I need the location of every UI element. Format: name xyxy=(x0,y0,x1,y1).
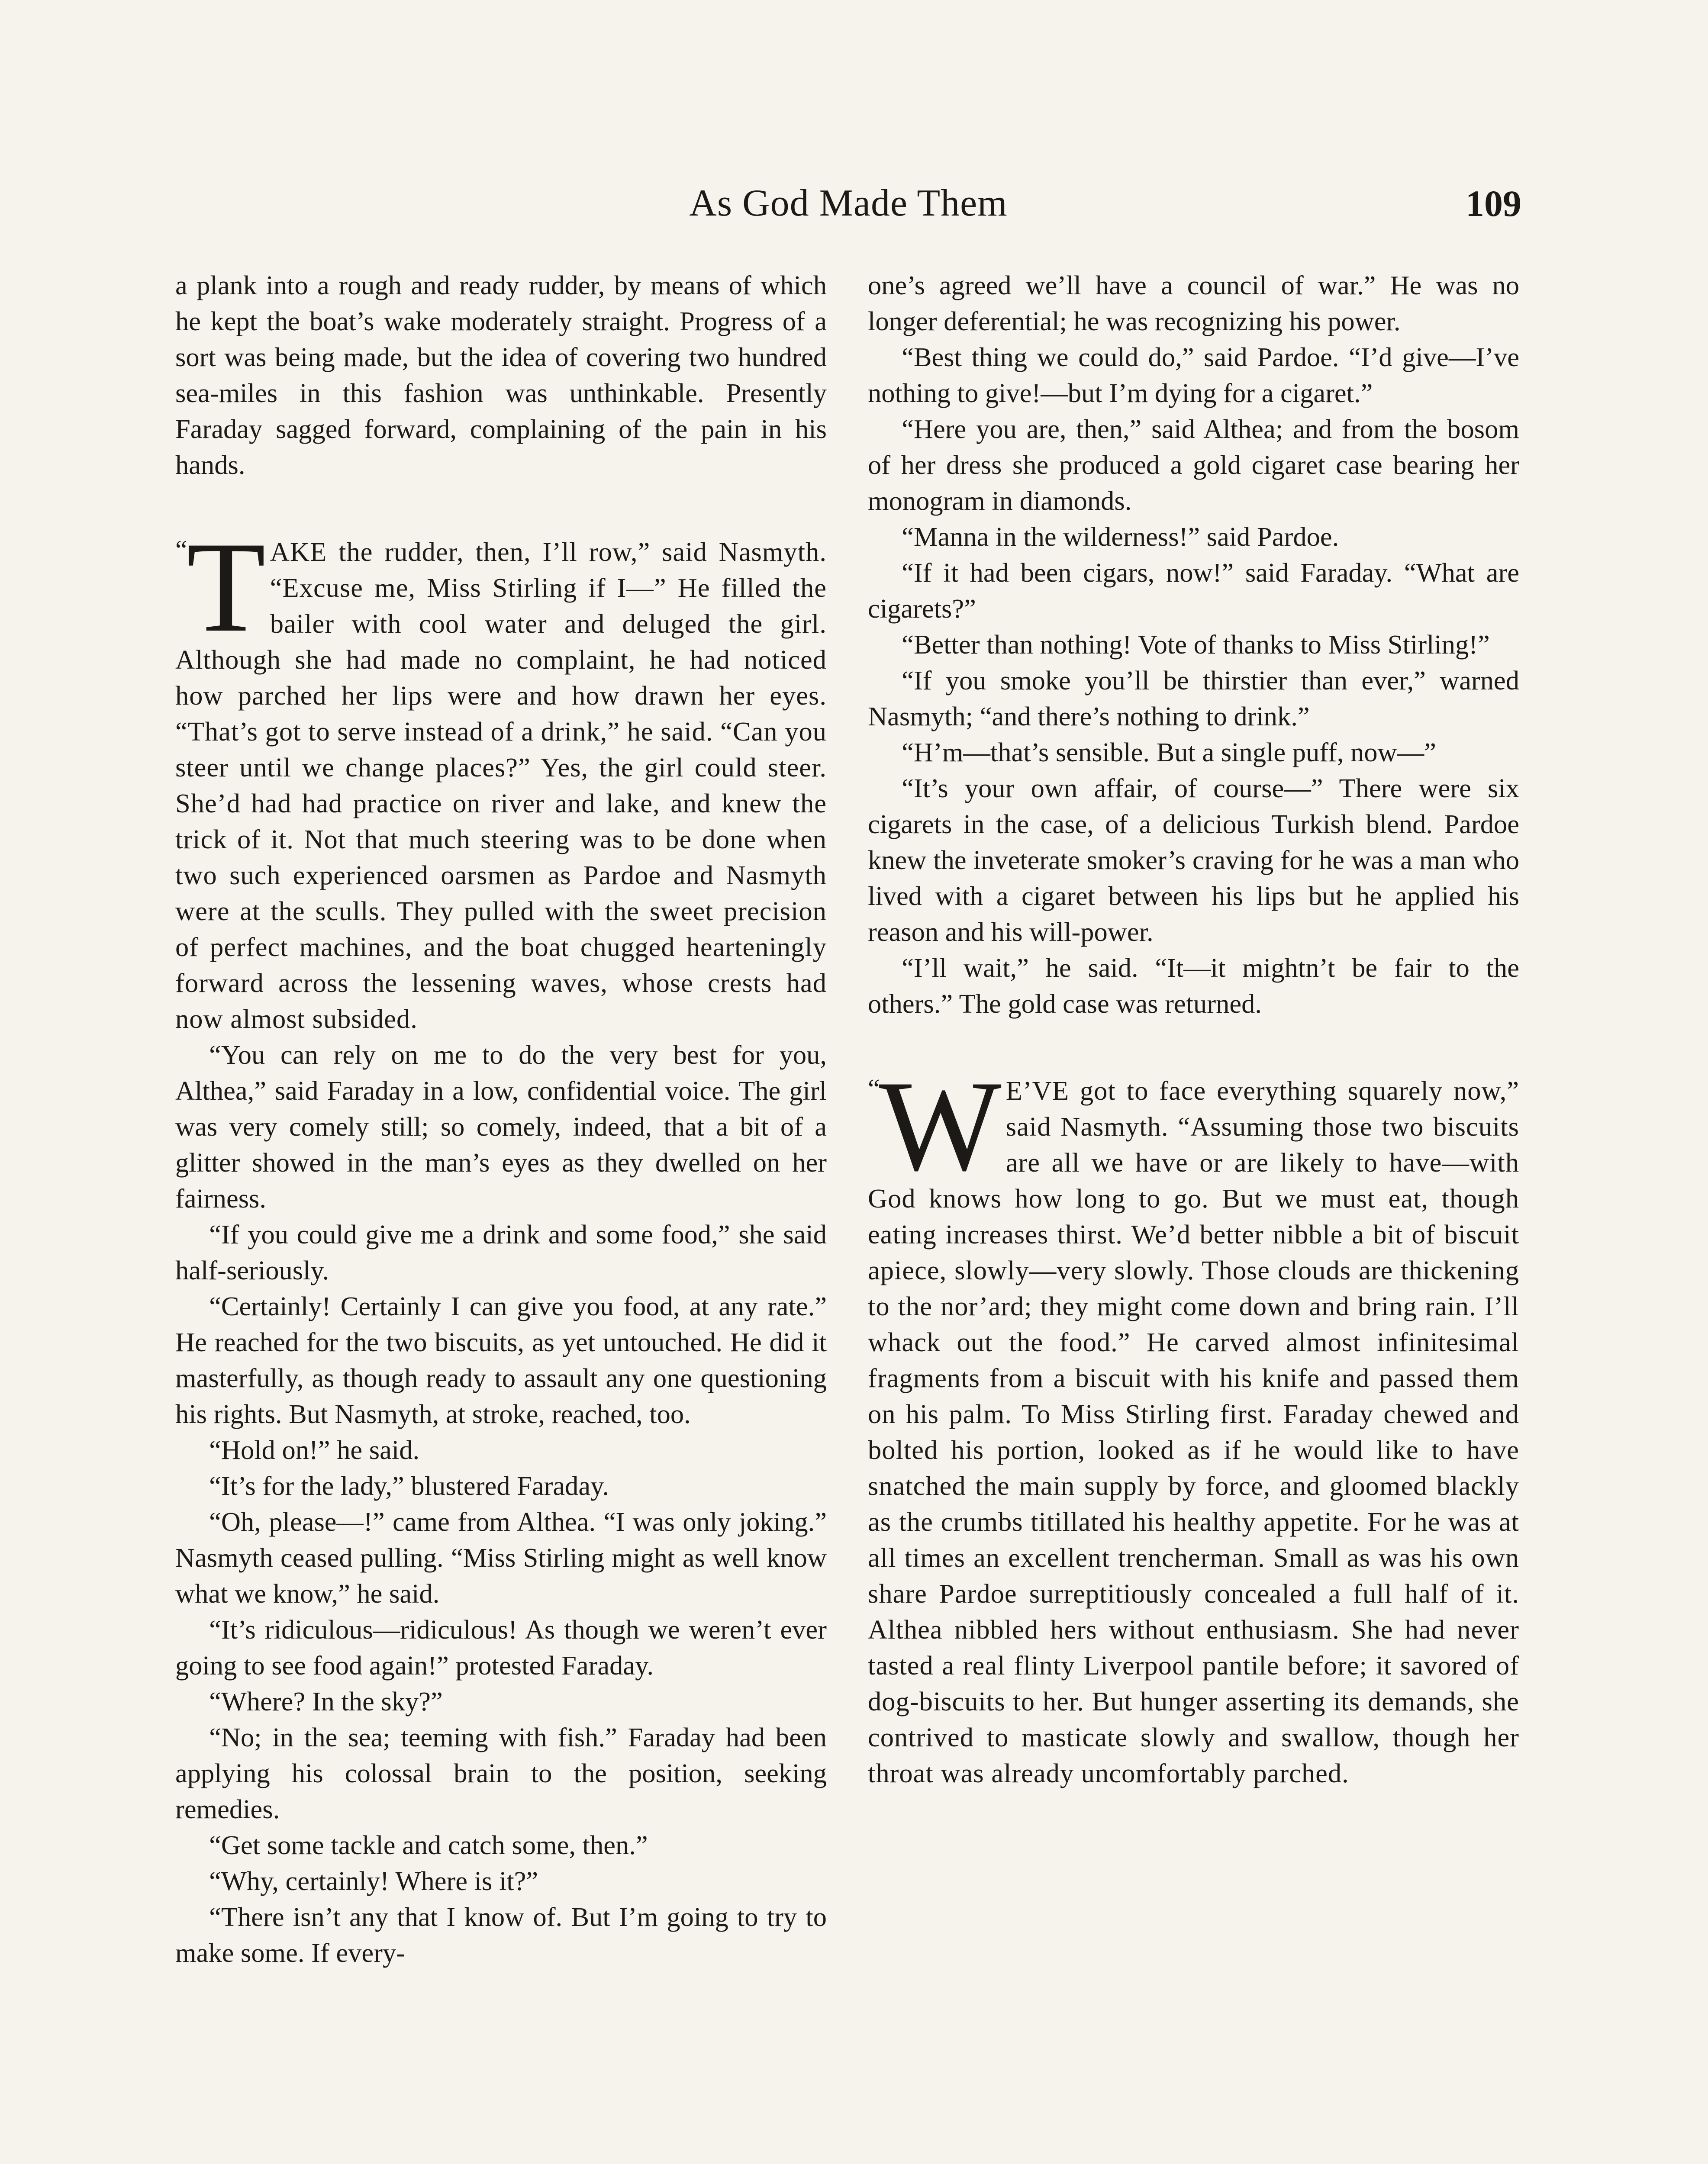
paragraph: “Best thing we could do,” said Pardoe. “I’d give—I’ve nothing to give!—but I’m dying for a cigaret.” xyxy=(868,342,1519,408)
drop-cap-block xyxy=(175,515,266,659)
paragraph: “It’s for the lady,” blustered Faraday. xyxy=(209,1471,609,1501)
paragraph: “Better than nothing! Vote of thanks to Miss Stirling!” xyxy=(902,629,1490,660)
paragraph: “It’s ridiculous—ridiculous! As though we weren’t ever going to see food again!” protested Faraday. xyxy=(175,1614,827,1681)
paragraph: “You can rely on me to do the very best for you, Althea,” said Faraday in a low, confidential voice. The girl was very comely still; so comely, indeed, that a bit of a glitter showed in the man’s eyes as they dwelled on her fairness. xyxy=(175,1040,827,1214)
paragraph: a plank into a rough and ready rudder, by means of which he kept the boat’s wake moderately straight. Progress of a sort was being made, but the idea of covering two hundred sea-miles in this fashion was unthinkable. Presently Faraday sagged forward, complaining of the pain in his hands. xyxy=(175,270,827,480)
paragraph: “It’s your own affair, of course—” There were six cigarets in the case, of a delicious Turkish blend. Pardoe knew the inveterate smoker’s craving for he was a man who lived with a cigaret between his lips but he applied his reason and his will-power. xyxy=(868,773,1519,947)
drop-cap-block xyxy=(868,1054,1002,1198)
paragraph: “Why, certainly! Where is it?” xyxy=(209,1866,538,1896)
running-head xyxy=(175,177,1521,229)
paragraph-text: AKE the rudder, then, I’ll row,” said Nasmyth. “Excuse me, Miss Stirling if I—” He filled the bailer with cool water and deluged the girl. Although she had made no complaint, he had noticed how parched her lips were and how drawn her eyes. “That’s got to serve instead of a drink,” he said. “Can you steer until we change places?” Yes, the girl could steer. She’d had had practice on river and lake, and knew the trick of it. Not that much steering was to be done when two such experienced oarsmen as Pardoe and Nasmyth were at the sculls. They pulled with the sweet precision of perfect machines, and the boat chugged hearteningly forward across the lessening waves, whose crests had now almost subsided. xyxy=(175,537,827,1034)
paragraph: “Manna in the wilderness!” said Pardoe. xyxy=(902,522,1339,552)
paragraph: “There isn’t any that I know of. But I’m going to try to make some. If every- xyxy=(175,1902,827,1968)
paragraph: “Where? In the sky?” xyxy=(209,1686,443,1716)
opening-quote: “ xyxy=(868,1074,880,1104)
drop-cap: W xyxy=(879,1054,1002,1198)
drop-cap: T xyxy=(186,515,266,659)
opening-quote: “ xyxy=(175,535,187,565)
paragraph-dropcap xyxy=(175,515,827,1037)
paragraph: “I’ll wait,” he said. “It—it mightn’t be fair to the others.” The gold case was returned. xyxy=(868,953,1519,1019)
paragraph: “Hold on!” he said. xyxy=(209,1435,420,1465)
paragraph: “Here you are, then,” said Althea; and from the bosom of her dress she produced a gold cigaret case bearing her monogram in diamonds. xyxy=(868,414,1519,516)
left-column xyxy=(175,267,827,1971)
paragraph: “Oh, please—!” came from Althea. “I was only joking.” Nasmyth ceased pulling. “Miss Stirling might as well know what we know,” he said. xyxy=(175,1507,827,1609)
paragraph-text: E’VE got to face everything squarely now,” said Nasmyth. “Assuming those two biscuits are all we have or are likely to have—with God knows how long to go. But we must eat, though eating increases thirst. We’d better nibble a bit of biscuit apiece, slowly—very slowly. Those clouds are thickening to the nor’ard; they might come down and bring rain. I’ll whack out the food.” He carved almost infinitesimal fragments from a biscuit with his knife and passed them on his palm. To Miss Stirling first. Faraday chewed and bolted his portion, looked as if he would like to have snatched the main supply by force, and gloomed blackly as the crumbs titillated his healthy appetite. For he was at all times an excellent trencherman. Small as was his own share Pardoe surreptitiously concealed a full half of it. Althea nibbled hers without enthusiasm. She had never tasted a real flinty Liverpool pantile before; it savored of dog-biscuits to her. But hunger asserting its demands, she contrived to masticate slowly and swallow, though her throat was already uncomfortably parched. xyxy=(868,1076,1519,1788)
paragraph: “No; in the sea; teeming with fish.” Faraday had been applying his colossal brain to the position, seeking remedies. xyxy=(175,1722,827,1824)
paragraph: “H’m—that’s sensible. But a single puff, now—” xyxy=(902,737,1436,767)
paragraph: “If you smoke you’ll be thirstier than ever,” warned Nasmyth; “and there’s nothing to drink.” xyxy=(868,665,1519,731)
paragraph: “If it had been cigars, now!” said Faraday. “What are cigarets?” xyxy=(868,557,1519,624)
paragraph: “Certainly! Certainly I can give you food, at any rate.” He reached for the two biscuits, as yet untouched. He did it masterfully, as though ready to assault any one questioning his rights. But Nasmyth, at stroke, reached, too. xyxy=(175,1291,827,1429)
right-column xyxy=(868,267,1519,1791)
running-title: As God Made Them xyxy=(689,182,1008,224)
paragraph: “If you could give me a drink and some food,” she said half-seriously. xyxy=(175,1219,827,1285)
paragraph: one’s agreed we’ll have a council of war.” He was no longer deferential; he was recognizing his power. xyxy=(868,270,1519,336)
page-number: 109 xyxy=(1466,183,1521,224)
paragraph: “Get some tackle and catch some, then.” xyxy=(209,1830,648,1860)
paragraph-dropcap xyxy=(868,1054,1519,1791)
